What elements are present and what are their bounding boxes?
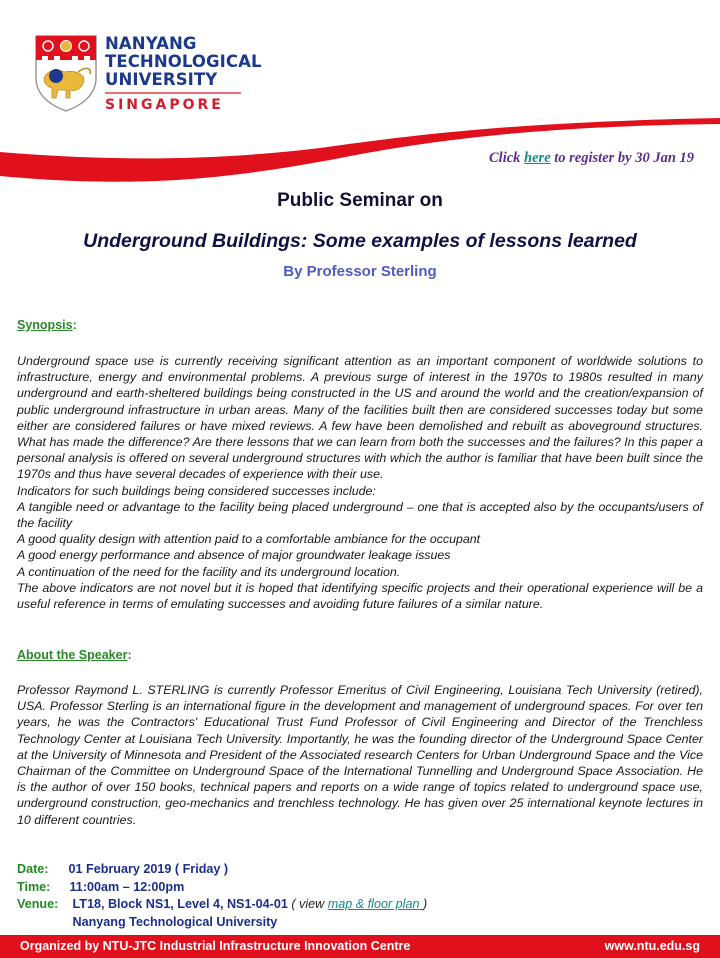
venue-institution: Nanyang Technological University xyxy=(72,914,278,929)
seminar-label: Public Seminar on xyxy=(277,190,443,211)
organizer-text: Organized by NTU-JTC Industrial Infrastructure Innovation Centre xyxy=(20,939,411,953)
synopsis-heading: Synopsis: xyxy=(17,318,77,332)
event-venue-row-2 xyxy=(17,914,427,932)
logo-divider xyxy=(105,92,241,94)
website-link[interactable]: www.ntu.edu.sg xyxy=(604,939,700,953)
speaker-heading: About the Speaker: xyxy=(17,648,132,662)
event-venue-row xyxy=(17,896,427,914)
synopsis-body xyxy=(17,353,703,612)
map-floor-plan-link[interactable]: map & floor plan xyxy=(327,897,423,911)
ntu-crest-icon xyxy=(34,34,98,112)
seminar-byline: By Professor Sterling xyxy=(283,263,437,280)
ntu-logo xyxy=(34,34,264,116)
synopsis-paragraph: A good quality design with attention paid to a comfortable ambiance for the occupant xyxy=(17,532,481,547)
speaker-bio xyxy=(17,682,703,828)
date-label: Date: xyxy=(17,862,49,876)
time-value: 11:00am – 12:00pm xyxy=(69,879,185,894)
register-suffix: to register by 30 Jan 19 xyxy=(550,150,695,166)
synopsis-paragraph: Underground space use is currently receiving significant attention as an important component of worldwide solutions to infrastructure, energy and environmental problems. A previous surge of interest in the 1970s to 1980s resulted in many underground and earth-sheltered buildings being constructed in the US and around the world and the creation/expansion of public underground infrastructure in urban areas. Many of the facilities built then are considered successes today but some either are considered failures or have mixed reviews. A few have been demolished and rebuilt as aboveground structures. What has made the difference? Are there lessons that we can learn from both the successes and the failures? In this paper a personal analysis is offered on several underground structures with which the author is familiar that have been built since the 1970s and thus have several decades of experience with their use. xyxy=(17,354,703,482)
register-prefix: Click xyxy=(489,150,525,166)
footer-bar xyxy=(0,935,720,958)
synopsis-paragraph: A continuation of the need for the facility and its underground location. xyxy=(17,564,401,579)
logo-line-2: TECHNOLOGICAL xyxy=(105,52,262,71)
synopsis-paragraph: A tangible need or advantage to the facility being placed underground – one that is accepted also by the occupants/users of the facility xyxy=(17,499,703,531)
logo-country: SINGAPORE xyxy=(105,97,224,113)
synopsis-paragraph: Indicators for such buildings being considered successes include: xyxy=(17,483,376,498)
event-date-row xyxy=(17,861,427,879)
speaker-bio-text: Professor Raymond L. STERLING is currently Professor Emeritus of Civil Engineering, Louisiana Tech University (retired), USA. Professor Sterling is an international figure in the development and management of underground spaces. For over ten years, he was the Contractors' Educational Trust Fund Professor of Civil Engineering and Director of the Trenchless Technology Center at Louisiana Tech University. Importantly, he was the founding director of the Underground Space Center at the University of Minnesota and President of the Associated research Centers for Urban Underground Space and the Vice Chairman of the Committee on Underground Space of the International Tunnelling and Underground Space Association. He is the author of over 150 books, technical papers and reports on a wide range of topics related to underground space use, underground construction, geo-mechanics and trenchless technology. He has given over 25 international keynote lectures in 10 different countries. xyxy=(17,683,703,827)
register-link[interactable]: here xyxy=(524,150,551,166)
synopsis-paragraph: The above indicators are not novel but it is hoped that identifying specific projects and their operational experience will be a useful reference in terms of emulating successes and avoiding future failures of a similar nature. xyxy=(17,580,703,612)
seminar-title: Underground Buildings: Some examples of lessons learned xyxy=(83,230,637,252)
event-time-row xyxy=(17,879,427,897)
view-map-note xyxy=(291,897,427,911)
speaker-heading-text: About the Speaker xyxy=(17,648,128,662)
view-suffix: ) xyxy=(422,897,428,911)
logo-line-1: NANYANG xyxy=(105,34,197,53)
venue-value: LT18, Block NS1, Level 4, NS1-04-01 xyxy=(72,897,288,911)
view-prefix: ( view xyxy=(291,897,328,911)
synopsis-paragraph: A good energy performance and absence of major groundwater leakage issues xyxy=(17,548,451,563)
date-value: 01 February 2019 ( Friday ) xyxy=(68,862,229,876)
event-details xyxy=(17,861,427,931)
logo-line-3: UNIVERSITY xyxy=(105,70,218,89)
register-note xyxy=(489,150,694,167)
time-label: Time: xyxy=(17,879,51,894)
venue-label: Venue: xyxy=(17,897,59,911)
synopsis-heading-text: Synopsis xyxy=(17,318,73,332)
